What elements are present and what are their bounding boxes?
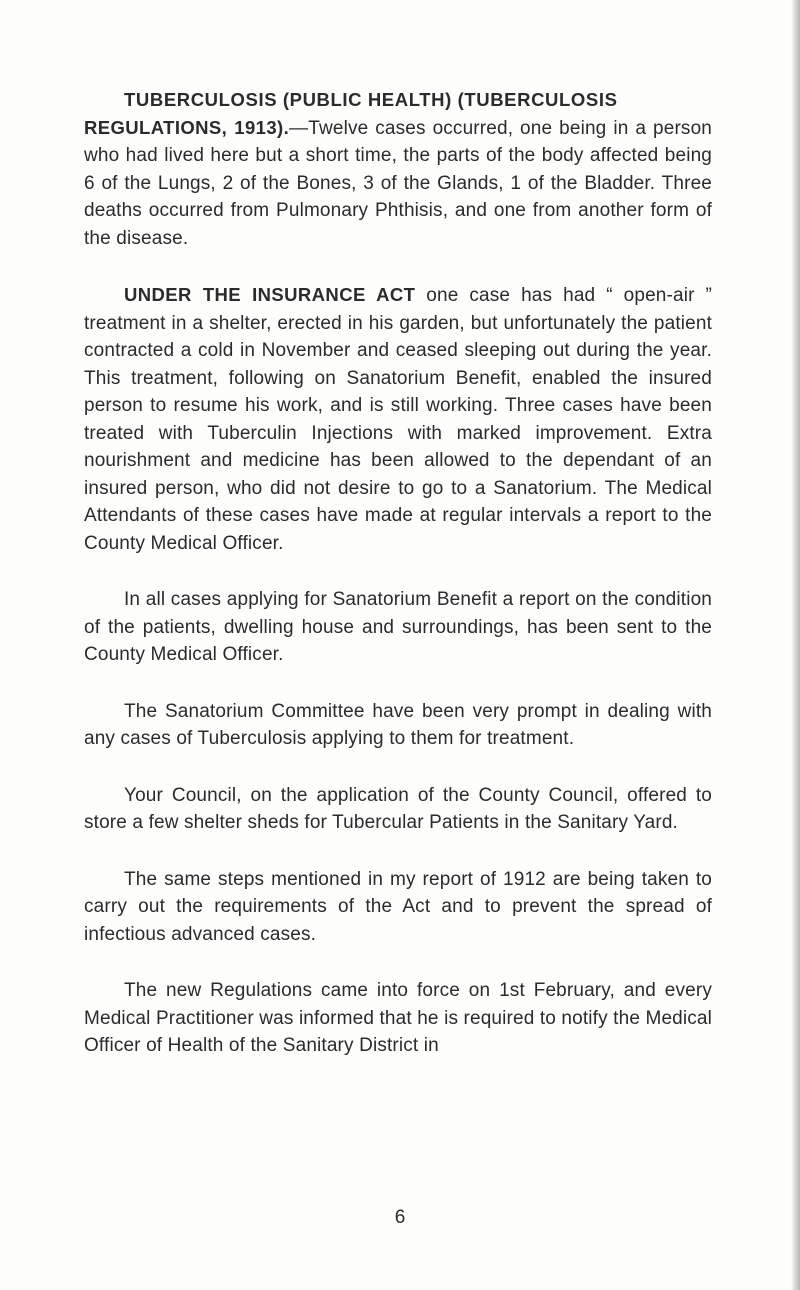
document-body	[84, 86, 712, 1089]
paragraph-sanatorium-benefit: In all cases applying for Sanatorium Benefit a report on the condition of the patients, dwelling house and surroundings, has been sent to the County Medical Officer.	[84, 589, 712, 665]
page-number: 6	[394, 1207, 406, 1228]
page-edge-shadow	[791, 0, 800, 1290]
paragraph-text: —Twelve cases occurred, one being in a person who had lived here but a short time, the parts of the body affected being 6 of the Lungs, 2 of the Bones, 3 of the Glands, 1 of the Bladder. Three deaths occurred from Pulmonary Phthisis, and one from another form of the disease.	[84, 117, 713, 249]
paragraph-sanatorium-committee: The Sanatorium Committee have been very prompt in dealing with any cases of Tuberculosis applying to them for treatment.	[84, 700, 712, 749]
paragraph-steps-1912: The same steps mentioned in my report of 1912 are being taken to carry out the requirements of the Act and to prevent the spread of infectious advanced cases.	[84, 868, 712, 945]
paragraph-text: one case has had “ open-air ” treatment in a shelter, erected in his garden, but unfortunately the patient contracted a cold in November and ceased sleeping out during the year. This treatment, following on Sanatorium Benefit, enabled the insured person to resume his work, and is still working. Three cases have been treated with Tuberculin Injections with marked improvement. Extra nourishment and medicine has been allowed to the dependant of an insured person, who did not desire to go to a Sanatorium. The Medical Attendants of these cases have made at regular intervals a report to the County Medical Officer.	[84, 285, 712, 554]
section-heading-line: TUBERCULOSIS (PUBLIC HEALTH) (TUBERCULOSIS	[124, 89, 618, 110]
section-heading-continuation: REGULATIONS, 1913).	[84, 116, 290, 138]
paragraph-shelter-sheds: Your Council, on the application of the County Council, offered to store a few shelter sheds for Tubercular Patients in the Sanitary Yard.	[84, 784, 712, 833]
paragraph-insurance-act	[84, 281, 712, 557]
section-heading: UNDER THE INSURANCE ACT	[124, 284, 416, 305]
paragraph-new-regulations: The new Regulations came into force on 1st February, and every Medical Practitioner was informed that he is required to notify the Medical Officer of Health of the Sanitary District in	[84, 980, 712, 1056]
paragraph-tuberculosis-regulations	[84, 86, 712, 252]
